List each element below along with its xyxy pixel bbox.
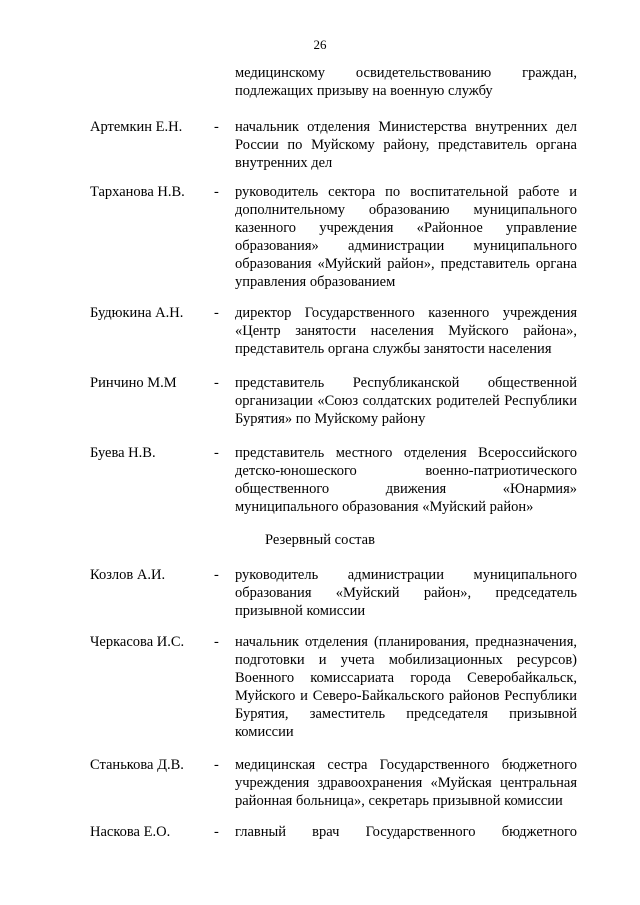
member-name: Козлов А.И.: [90, 567, 166, 583]
member-name: Станькова Д.В.: [90, 757, 184, 773]
dash-separator: -: [214, 634, 219, 650]
member-name: Ринчино М.М: [90, 375, 177, 391]
dash-separator: -: [214, 445, 219, 461]
member-role: начальник отделения Министерства внутренних дел России по Муйскому району, представитель органа внутренних дел: [235, 119, 577, 171]
member-role: главный врач Государственного бюджетного: [235, 824, 577, 840]
dash-separator: -: [214, 184, 219, 200]
page-number: 26: [313, 37, 327, 52]
member-role: руководитель администрации муниципального образования «Муйский район», председатель призывной комиссии: [235, 567, 577, 619]
continuation-text: медицинскому освидетельствованию граждан, подлежащих призыву на военную службу: [235, 65, 577, 99]
member-name: Тарханова Н.В.: [90, 184, 185, 200]
dash-separator: -: [214, 375, 219, 391]
member-name: Артемкин Е.Н.: [90, 119, 183, 135]
dash-separator: -: [214, 305, 219, 321]
dash-separator: -: [214, 824, 219, 840]
dash-separator: -: [214, 119, 219, 135]
member-name: Будюкина А.Н.: [90, 305, 184, 321]
member-role: начальник отделения (планирования, предназначения, подготовки и учета мобилизационных ресурсов) Военного комиссариата города Северобайкальск, Муйского и Северо-Байкальского районов Республики Бурятия, заместитель председателя призывной комиссии: [235, 634, 577, 740]
member-role: представитель Республиканской общественной организации «Союз солдатских родителей Республики Бурятия» по Муйскому району: [235, 375, 577, 427]
reserve-heading: Резервный состав: [265, 532, 375, 548]
member-name: Черкасова И.С.: [90, 634, 185, 650]
member-role: руководитель сектора по воспитательной работе и дополнительному образованию муниципального казенного учреждения «Районное управление образования» администрации муниципального образования «Муйский район», представитель органа управления образованием: [235, 184, 577, 290]
dash-separator: -: [214, 567, 219, 583]
member-name: Наскова Е.О.: [90, 824, 171, 840]
member-role: медицинская сестра Государственного бюджетного учреждения здравоохранения «Муйская центральная районная больница», секретарь призывной комиссии: [235, 757, 577, 809]
member-role: представитель местного отделения Всероссийского детско-юношеского военно-патриотического общественного движения «Юнармия» муниципального образования «Муйский район»: [235, 445, 577, 515]
member-role: директор Государственного казенного учреждения «Центр занятости населения Муйского района», представитель органа службы занятости населения: [235, 305, 577, 357]
member-name: Буева Н.В.: [90, 445, 156, 461]
dash-separator: -: [214, 757, 219, 773]
